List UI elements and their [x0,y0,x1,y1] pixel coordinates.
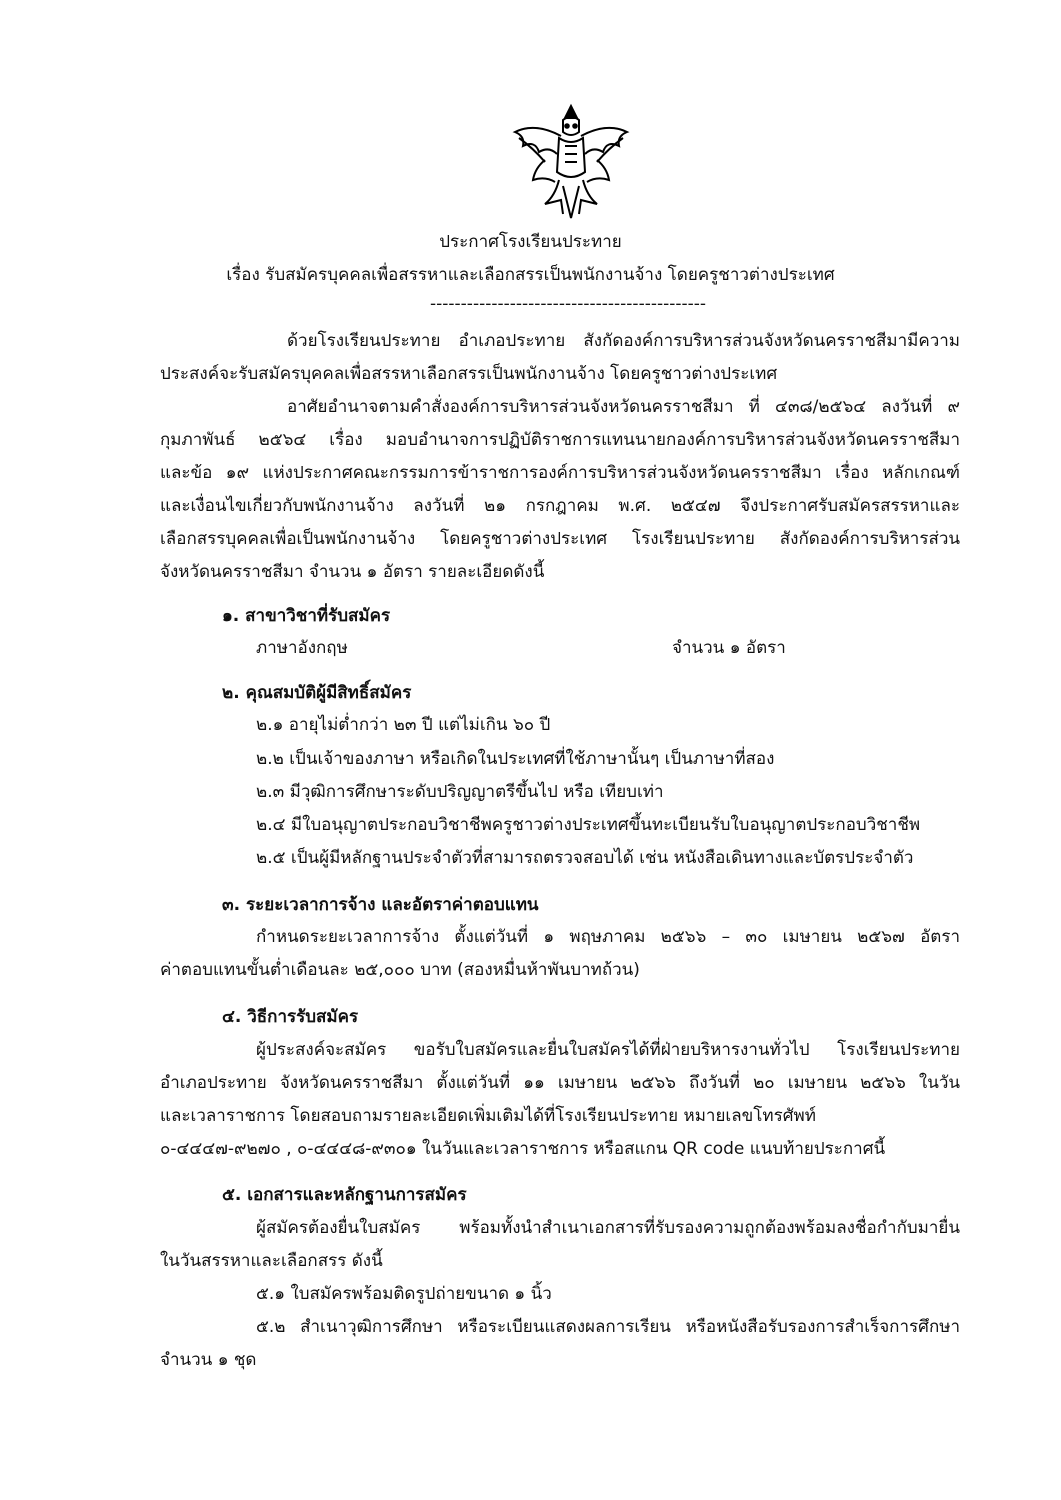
section-5-heading: ๕. เอกสารและหลักฐานการสมัคร [222,1185,467,1205]
intro-paragraph-2-line-6: จังหวัดนครราชสีมา จำนวน ๑ อัตรา รายละเอียดดังนี้ [160,562,545,582]
garuda-emblem-icon [505,102,637,220]
document-item-2-line-2: จำนวน ๑ ชุด [160,1350,257,1370]
qualification-item-2: ๒.๒ เป็นเจ้าของภาษา หรือเกิดในประเทศที่ใช้ภาษานั้นๆ เป็นภาษาที่สอง [256,749,775,769]
application-method-line-1: ผู้ประสงค์จะสมัคร ขอรับใบสมัครและยื่นใบสมัครได้ที่ฝ่ายบริหารงานทั่วไป โรงเรียนประทาย [256,1040,960,1060]
documents-intro-line-1: ผู้สมัครต้องยื่นใบสมัคร พร้อมทั้งนำสำเนาเอกสารที่รับรองความถูกต้องพร้อมลงชื่อกำกับมายื่น [256,1218,960,1238]
intro-paragraph-2-line-5: เลือกสรรบุคคลเพื่อเป็นพนักงานจ้าง โดยครูชาวต่างประเทศ โรงเรียนประทาย สังกัดองค์การบริหารส่วน [160,529,960,549]
qualification-item-3: ๒.๓ มีวุฒิการศึกษาระดับปริญญาตรีขึ้นไป หรือ เทียบเท่า [256,782,664,802]
employment-period-line-2: ค่าตอบแทนขั้นต่ำเดือนละ ๒๕,๐๐๐ บาท (สองหมื่นห้าพันบาทถ้วน) [160,960,640,980]
announcement-subject: เรื่อง รับสมัครบุคคลเพื่อสรรหาและเลือกสรรเป็นพนักงานจ้าง โดยครูชาวต่างประเทศ [226,265,835,285]
application-method-line-4: ๐-๔๔๔๗-๙๒๗๐ , ๐-๔๔๔๘-๙๓๐๑ ในวันและเวลาราชการ หรือสแกน QR code แนบท้ายประกาศนี้ [160,1139,886,1159]
document-item-2-line-1: ๕.๒ สำเนาวุฒิการศึกษา หรือระเบียนแสดงผลการเรียน หรือหนังสือรับรองการสำเร็จการศึกษา [256,1317,960,1337]
intro-paragraph-1-line-1: ด้วยโรงเรียนประทาย อำเภอประทาย สังกัดองค์การบริหารส่วนจังหวัดนครราชสีมามีความ [287,331,960,351]
intro-paragraph-2-line-4: และเงื่อนไขเกี่ยวกับพนักงานจ้าง ลงวันที่ ๒๑ กรกฎาคม พ.ศ. ๒๕๔๗ จึงประกาศรับสมัครสรรหาและ [160,496,960,516]
section-4-heading: ๔. วิธีการรับสมัคร [222,1007,359,1027]
application-method-line-2: อำเภอประทาย จังหวัดนครราชสีมา ตั้งแต่วันที่ ๑๑ เมษายน ๒๕๖๖ ถึงวันที่ ๒๐ เมษายน ๒๕๖๖ ในวัน [160,1073,960,1093]
announcement-title: ประกาศโรงเรียนประทาย [439,232,622,252]
section-1-heading: ๑. สาขาวิชาที่รับสมัคร [222,606,391,626]
documents-intro-line-2: ในวันสรรหาและเลือกสรร ดังนี้ [160,1251,383,1271]
title-divider: --------------------------------------------- [430,294,707,314]
section-2-heading: ๒. คุณสมบัติผู้มีสิทธิ์สมัคร [222,683,412,703]
intro-paragraph-2-line-1: อาศัยอำนาจตามคำสั่งองค์การบริหารส่วนจังหวัดนครราชสีมา ที่ ๔๓๘/๒๕๖๔ ลงวันที่ ๙ [287,397,960,417]
intro-paragraph-1-line-2: ประสงค์จะรับสมัครบุคคลเพื่อสรรหาเลือกสรรเป็นพนักงานจ้าง โดยครูชาวต่างประเทศ [160,364,778,384]
employment-period-line-1: กำหนดระยะเวลาการจ้าง ตั้งแต่วันที่ ๑ พฤษภาคม ๒๕๖๖ – ๓๐ เมษายน ๒๕๖๗ อัตรา [256,927,960,947]
qualification-item-1: ๒.๑ อายุไม่ต่ำกว่า ๒๓ ปี แต่ไม่เกิน ๖๐ ปี [256,715,551,735]
document-item-1: ๕.๑ ใบสมัครพร้อมติดรูปถ่ายขนาด ๑ นิ้ว [256,1284,552,1304]
application-method-line-3: และเวลาราชการ โดยสอบถามรายละเอียดเพิ่มเติมได้ที่โรงเรียนประทาย หมายเลขโทรศัพท์ [160,1106,816,1126]
qualification-item-4: ๒.๔ มีใบอนุญาตประกอบวิชาชีพครูชาวต่างประเทศขึ้นทะเบียนรับใบอนุญาตประกอบวิชาชีพ [256,815,921,835]
qualification-item-5: ๒.๕ เป็นผู้มีหลักฐานประจำตัวที่สามารถตรวจสอบได้ เช่น หนังสือเดินทางและบัตรประจำตัว [256,848,914,868]
subject-name: ภาษาอังกฤษ [256,638,348,658]
section-3-heading: ๓. ระยะเวลาการจ้าง และอัตราค่าตอบแทน [222,895,539,915]
position-count: จำนวน ๑ อัตรา [672,638,786,658]
intro-paragraph-2-line-2: กุมภาพันธ์ ๒๕๖๔ เรื่อง มอบอำนาจการปฏิบัติราชการแทนนายกองค์การบริหารส่วนจังหวัดนครราชสีมา [160,430,960,450]
intro-paragraph-2-line-3: และข้อ ๑๙ แห่งประกาศคณะกรรมการข้าราชการองค์การบริหารส่วนจังหวัดนครราชสีมา เรื่อง หลักเกณฑ์ [160,463,960,483]
